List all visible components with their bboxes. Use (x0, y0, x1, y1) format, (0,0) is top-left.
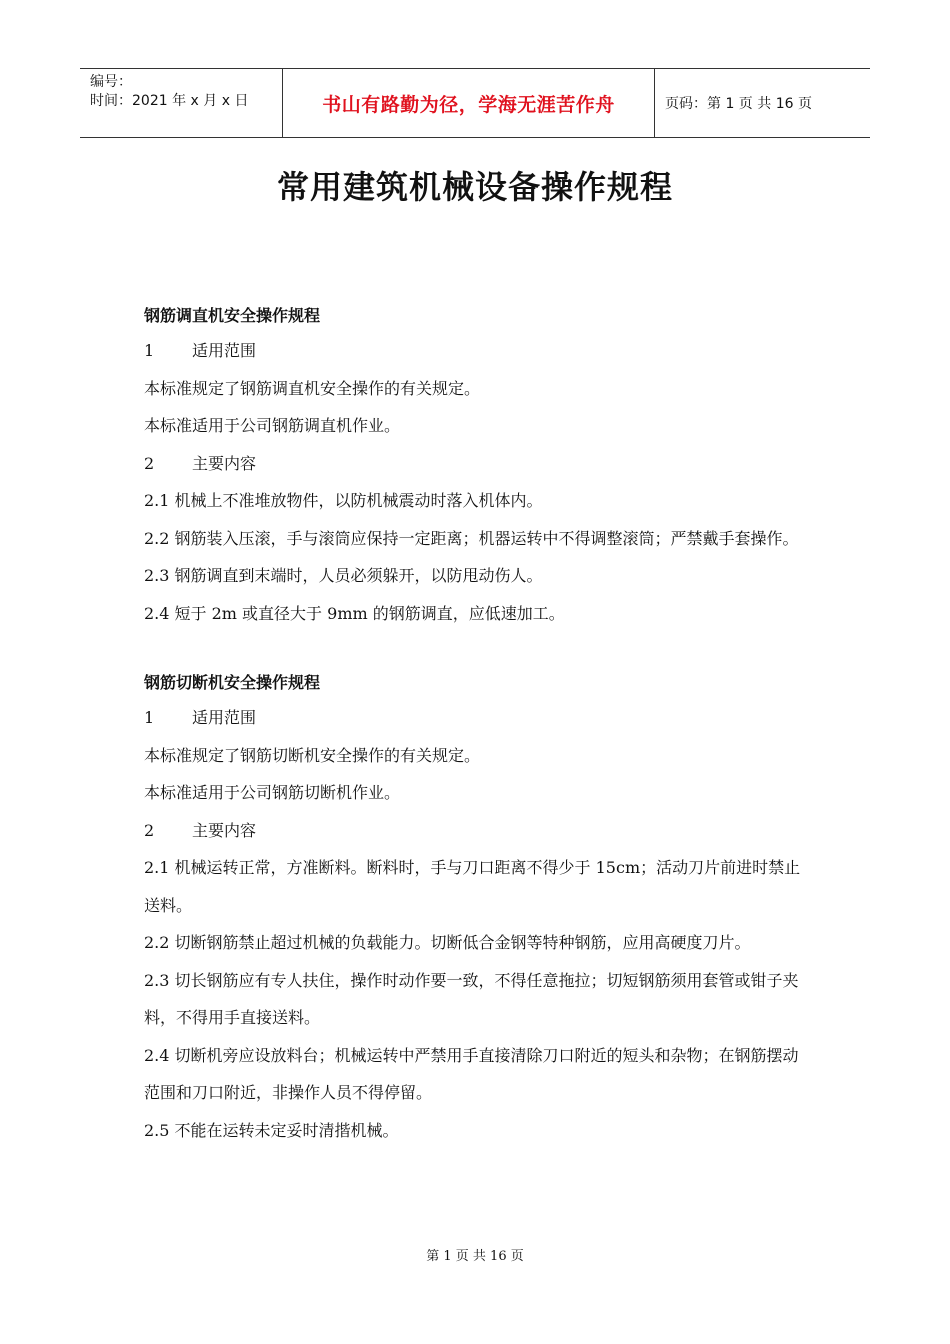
document-title: 常用建筑机械设备操作规程 (276, 168, 673, 206)
list-item: 2.4 短于 2m 或直径大于 9mm 的钢筋调直，应低速加工。 (144, 603, 565, 623)
scope-heading (144, 699, 814, 737)
section-straightener (144, 300, 814, 632)
document-body (144, 300, 814, 1149)
page-header (80, 68, 870, 138)
scope-title: 适用范围 (192, 341, 257, 360)
scope-number: 1 (144, 341, 155, 360)
scope-number: 1 (144, 708, 155, 727)
paragraph: 本标准适用于公司钢筋切断机作业。 (144, 783, 401, 802)
list-item: 2.2 切断钢筋禁止超过机械的负载能力。切断低合金钢等特种钢筋，应用高硬度刀片。 (144, 933, 751, 952)
main-title: 主要内容 (192, 820, 257, 840)
main-number: 2 (144, 820, 155, 840)
paragraph: 本标准规定了钢筋调直机安全操作的有关规定。 (144, 378, 481, 398)
list-item: 2.4 切断机旁应设放料台；机械运转中严禁用手直接清除刀口附近的短头和杂物；在钢筋摆动范围和刀口附近，非操作人员不得停留。 (144, 1045, 799, 1102)
header-meta (80, 69, 282, 137)
paragraph: 本标准规定了钢筋切断机安全操作的有关规定。 (144, 745, 481, 765)
list-item: 2.5 不能在运转未定妥时清揩机械。 (144, 1120, 399, 1140)
main-heading (144, 812, 814, 850)
main-number: 2 (144, 453, 155, 473)
document-date: 时间：2021 年 x 月 x 日 (90, 93, 249, 109)
header-page-info: 页码：第 1 页 共 16 页 (665, 96, 812, 112)
section-cutter (144, 667, 814, 1149)
scope-title: 适用范围 (192, 708, 257, 727)
list-item: 2.1 机械运转正常，方准断料。断料时，手与刀口距离不得少于 15cm；活动刀片前进时禁止送料。 (144, 858, 801, 915)
list-item: 2.3 切长钢筋应有专人扶住，操作时动作要一致，不得任意拖拉；切短钢筋须用套管或钳子夹料，不得用手直接送料。 (144, 970, 799, 1027)
section-title: 钢筋调直机安全操作规程 (144, 306, 321, 325)
scope-heading (144, 332, 814, 370)
list-item: 2.3 钢筋调直到末端时，人员必须躲开，以防甩动伤人。 (144, 566, 543, 585)
paragraph: 本标准适用于公司钢筋调直机作业。 (144, 416, 401, 435)
list-item: 2.1 机械上不准堆放物件，以防机械震动时落入机体内。 (144, 491, 543, 510)
main-heading (144, 445, 814, 483)
list-item: 2.2 钢筋装入压滚，手与滚筒应保持一定距离；机器运转中不得调整滚筒；严禁戴手套操作。 (144, 528, 799, 548)
main-title: 主要内容 (192, 453, 257, 473)
section-title: 钢筋切断机安全操作规程 (144, 673, 321, 692)
header-motto: 书山有路勤为径，学海无涯苦作舟 (282, 69, 655, 137)
page-footer: 第 1 页 共 16 页 (426, 1249, 524, 1264)
document-number-label: 编号： (90, 74, 132, 90)
